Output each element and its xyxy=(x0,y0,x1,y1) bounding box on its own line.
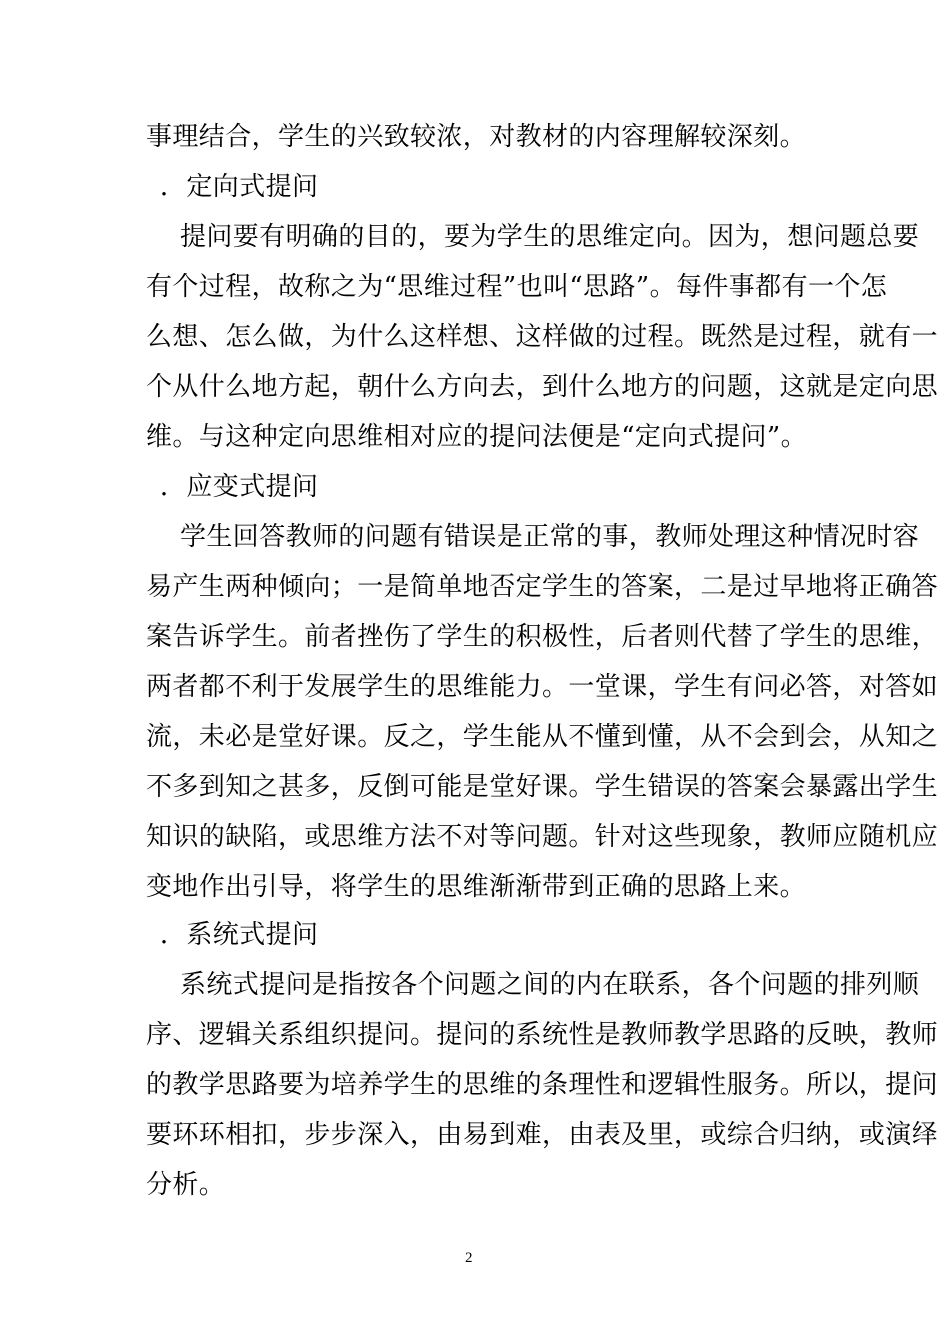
paragraph-line: 维。与这种定向思维相对应的提问法便是“定向式提问”。 xyxy=(146,422,807,452)
paragraph-line: 两者都不利于发展学生的思维能力。一堂课，学生有问必答，对答如 xyxy=(146,672,939,702)
paragraph-line: 么想、怎么做，为什么这样想、这样做的过程。既然是过程，就有一 xyxy=(146,322,939,352)
paragraph-line: 序、逻辑关系组织提问。提问的系统性是教师教学思路的反映，教师 xyxy=(146,1020,939,1050)
paragraph-line: 分析。 xyxy=(146,1170,226,1200)
paragraph-line: 系统式提问是指按各个问题之间的内在联系，各个问题的排列顺 xyxy=(180,970,920,1000)
paragraph-line: 要环环相扣，步步深入，由易到难，由表及里，或综合归纳，或演绎 xyxy=(146,1120,939,1150)
section-heading-adaptive: ．应变式提问 xyxy=(160,472,319,502)
paragraph-line: 变地作出引导，将学生的思维渐渐带到正确的思路上来。 xyxy=(146,872,807,902)
page-number: 2 xyxy=(465,1250,473,1266)
paragraph-line: 易产生两种倾向；一是简单地否定学生的答案，二是过早地将正确答 xyxy=(146,572,939,602)
paragraph-line: 提问要有明确的目的，要为学生的思维定向。因为，想问题总要 xyxy=(180,222,920,252)
paragraph-line: 个从什么地方起，朝什么方向去，到什么地方的问题，这就是定向思 xyxy=(146,372,939,402)
paragraph-line: 知识的缺陷，或思维方法不对等问题。针对这些现象，教师应随机应 xyxy=(146,822,939,852)
section-heading-directional: ．定向式提问 xyxy=(160,172,319,202)
paragraph-line: 案告诉学生。前者挫伤了学生的积极性，后者则代替了学生的思维， xyxy=(146,622,939,652)
paragraph-line: 事理结合，学生的兴致较浓，对教材的内容理解较深刻。 xyxy=(146,122,807,152)
paragraph-line: 学生回答教师的问题有错误是正常的事，教师处理这种情况时容 xyxy=(180,522,920,552)
paragraph-line: 不多到知之甚多，反倒可能是堂好课。学生错误的答案会暴露出学生 xyxy=(146,772,939,802)
section-heading-systematic: ．系统式提问 xyxy=(160,920,319,950)
paragraph-line: 有个过程，故称之为“思维过程”也叫“思路”。每件事都有一个怎 xyxy=(146,272,888,302)
paragraph-line: 流，未必是堂好课。反之，学生能从不懂到懂，从不会到会，从知之 xyxy=(146,722,939,752)
paragraph-line: 的教学思路要为培养学生的思维的条理性和逻辑性服务。所以，提问 xyxy=(146,1070,939,1100)
